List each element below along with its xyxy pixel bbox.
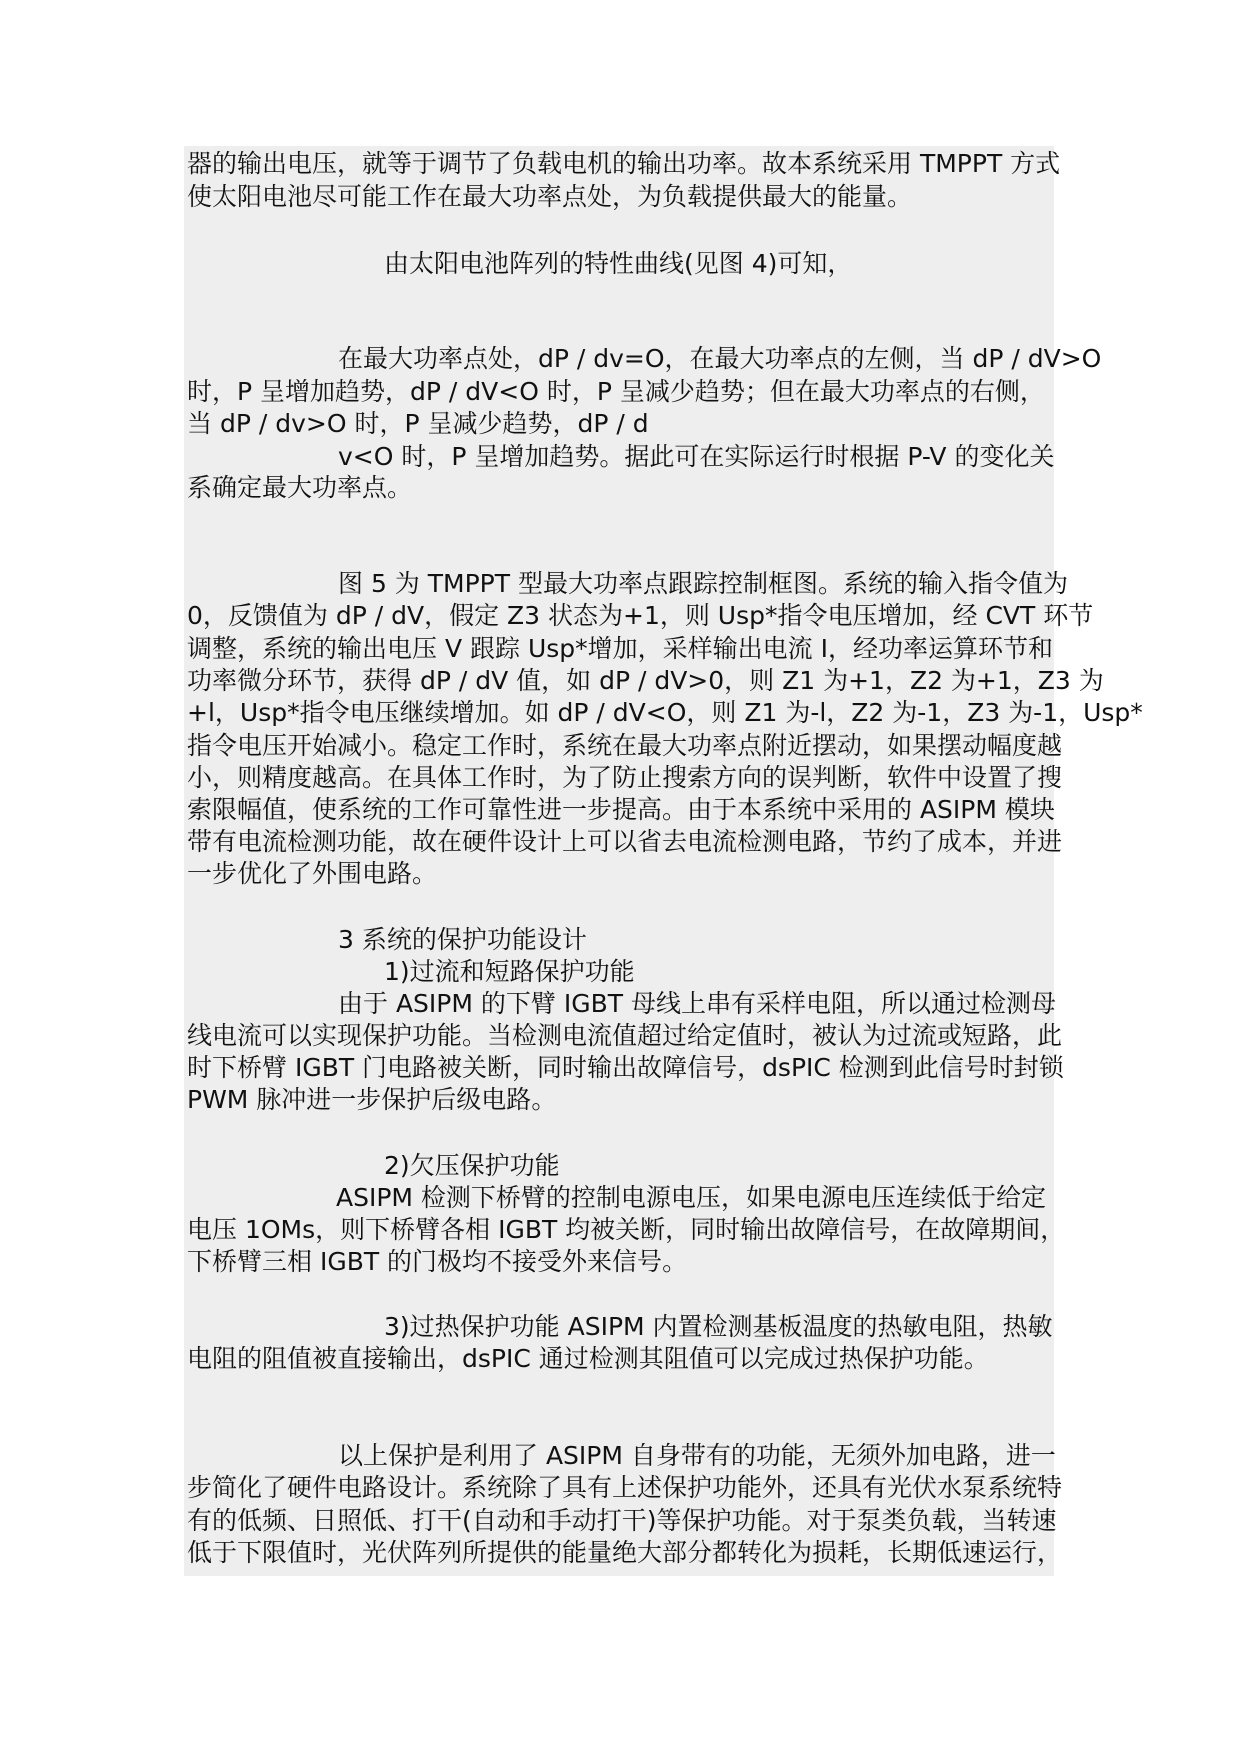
text-line: 当 dP / dv>O 时，P 呈减少趋势，dP / d bbox=[187, 409, 649, 438]
text-line: 使太阳电池尽可能工作在最大功率点处，为负载提供最大的能量。 bbox=[187, 182, 913, 211]
subsection-heading: 3)过热保护功能 ASIPM 内置检测基板温度的热敏电阻，热敏 bbox=[384, 1312, 1053, 1341]
text-line: 在最大功率点处，dP / dv=O，在最大功率点的左侧，当 dP / dV>O bbox=[338, 344, 1102, 373]
text-line: 时下桥臂 IGBT 门电路被关断，同时输出故障信号，dsPIC 检测到此信号时封锁 bbox=[187, 1053, 1064, 1082]
text-line: 器的输出电压，就等于调节了负载电机的输出功率。故本系统采用 TMPPT 方式 bbox=[187, 149, 1061, 178]
text-line: 系确定最大功率点。 bbox=[187, 473, 413, 502]
text-line: 由太阳电池阵列的特性曲线(见图 4)可知， bbox=[384, 249, 853, 278]
text-line: 指令电压开始减小。稳定工作时，系统在最大功率点附近摆动，如果摆动幅度越 bbox=[187, 731, 1063, 760]
text-line: 图 5 为 TMPPT 型最大功率点跟踪控制框图。系统的输入指令值为 bbox=[338, 569, 1068, 598]
text-line: v<O 时，P 呈增加趋势。据此可在实际运行时根据 P-V 的变化关 bbox=[338, 442, 1055, 471]
text-line: 功率微分环节，获得 dP / dV 值，如 dP / dV>0，则 Z1 为+1，Z2 为+1，Z3 为 bbox=[187, 666, 1104, 695]
text-line: +l，Usp*指令电压继续增加。如 dP / dV<O，则 Z1 为-l，Z2 为-1，Z3 为-1，Usp* bbox=[187, 698, 1143, 727]
text-line: 有的低频、日照低、打干(自动和手动打干)等保护功能。对于泵类负载，当转速 bbox=[187, 1506, 1057, 1535]
text-line: 索限幅值，使系统的工作可靠性进一步提高。由于本系统中采用的 ASIPM 模块 bbox=[187, 795, 1055, 824]
text-line: 下桥臂三相 IGBT 的门极均不接受外来信号。 bbox=[187, 1247, 688, 1276]
text-line: 由于 ASIPM 的下臂 IGBT 母线上串有采样电阻，所以通过检测母 bbox=[338, 989, 1056, 1018]
text-line: 低于下限值时，光伏阵列所提供的能量绝大部分都转化为损耗，长期低速运行， bbox=[187, 1538, 1063, 1567]
text-line: 电压 1OMs，则下桥臂各相 IGBT 均被关断，同时输出故障信号，在故障期间， bbox=[187, 1215, 1066, 1244]
text-line: 0，反馈值为 dP / dV，假定 Z3 状态为+1，则 Usp*指令电压增加，经 CVT 环节 bbox=[187, 601, 1094, 630]
text-line: 一步优化了外围电路。 bbox=[187, 859, 438, 888]
text-line: ASIPM 检测下桥臂的控制电源电压，如果电源电压连续低于给定 bbox=[336, 1183, 1046, 1212]
text-line: PWM 脉冲进一步保护后级电路。 bbox=[187, 1085, 557, 1114]
text-line: 小，则精度越高。在具体工作时，为了防止搜索方向的误判断，软件中设置了搜 bbox=[187, 763, 1063, 792]
text-line: 带有电流检测功能，故在硬件设计上可以省去电流检测电路，节约了成本，并进 bbox=[187, 827, 1063, 856]
text-line: 调整，系统的输出电压 V 跟踪 Usp*增加，采样输出电流 I，经功率运算环节和 bbox=[187, 634, 1053, 663]
text-line: 电阻的阻值被直接输出，dsPIC 通过检测其阻值可以完成过热保护功能。 bbox=[187, 1344, 989, 1373]
text-line: 步简化了硬件电路设计。系统除了具有上述保护功能外，还具有光伏水泵系统特 bbox=[187, 1473, 1063, 1502]
section-heading: 3 系统的保护功能设计 bbox=[338, 925, 587, 954]
text-line: 线电流可以实现保护功能。当检测电流值超过给定值时，被认为过流或短路，此 bbox=[187, 1021, 1063, 1050]
subsection-heading: 1)过流和短路保护功能 bbox=[384, 957, 635, 986]
text-line: 以上保护是利用了 ASIPM 自身带有的功能，无须外加电路，进一 bbox=[338, 1441, 1056, 1470]
subsection-heading: 2)欠压保护功能 bbox=[384, 1151, 560, 1180]
text-line: 时，P 呈增加趋势，dP / dV<O 时，P 呈减少趋势；但在最大功率点的右侧， bbox=[187, 377, 1045, 406]
